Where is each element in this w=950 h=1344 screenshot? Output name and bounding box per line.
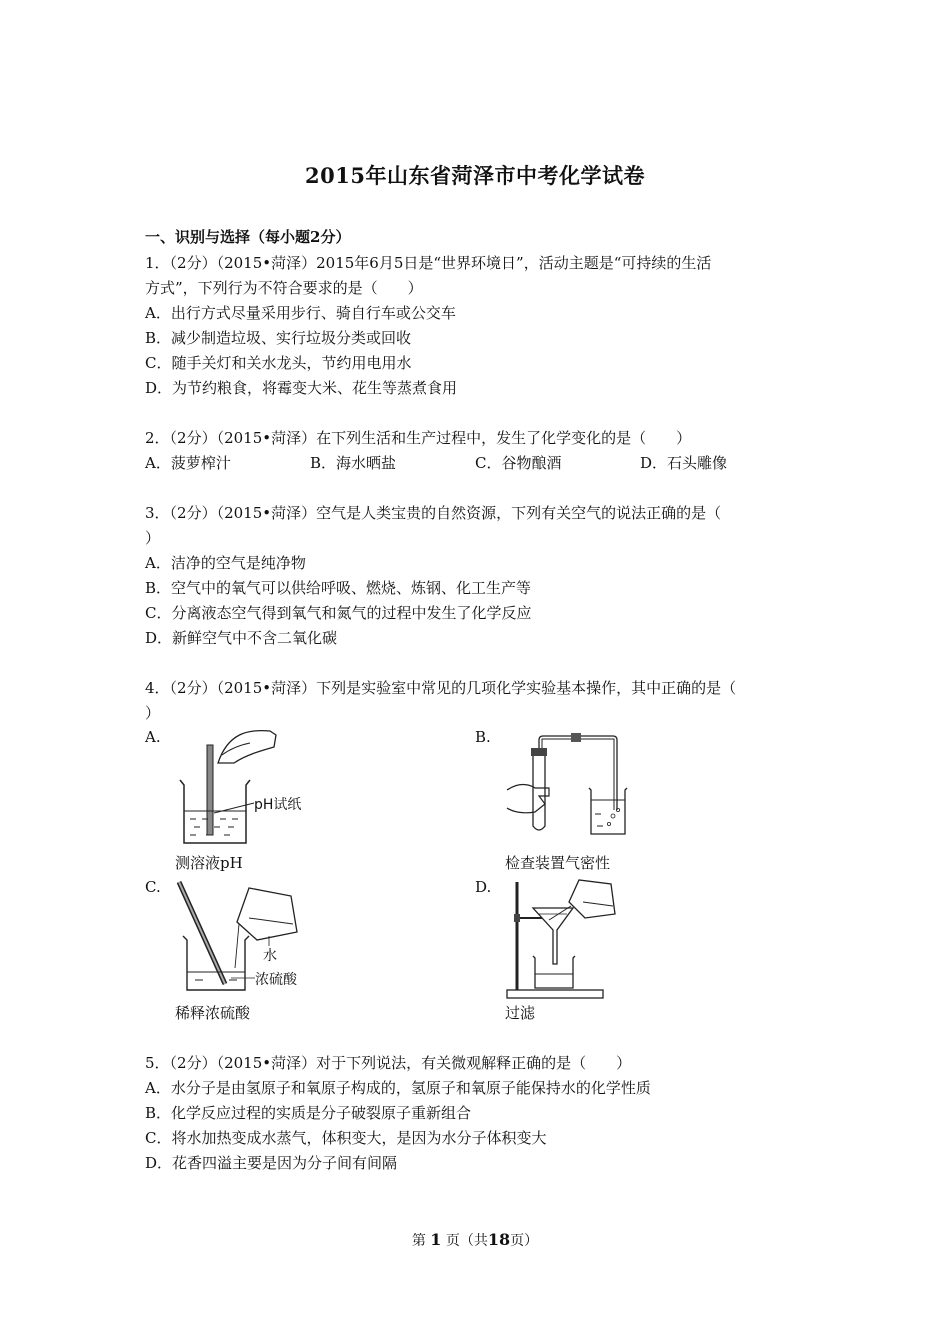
footer-suffix: 页） [510, 1233, 539, 1249]
q4-option-c-caption: 稀释浓硫酸 [175, 1004, 251, 1022]
q2-option-b: B．海水晒盐 [310, 454, 397, 472]
q1-option-a: A．出行方式尽量采用步行、骑自行车或公交车 [145, 304, 456, 322]
q5-option-d: D．花香四溢主要是因为分子间有间隔 [145, 1154, 398, 1172]
q3-option-c: C．分离液态空气得到氧气和氮气的过程中发生了化学反应 [145, 604, 532, 622]
figure-dilute-sulfuric-acid [175, 878, 325, 998]
q4-option-a-caption: 测溶液pH [175, 854, 243, 872]
q2-option-c: C．谷物酿酒 [475, 454, 562, 472]
q5-option-a: A．水分子是由氢原子和氧原子构成的，氢原子和氧原子能保持水的化学性质 [145, 1079, 651, 1097]
q1-stem-line1: 1．（2分）（2015•菏泽）2015年6月5日是“世界环境日”，活动主题是“可持续的生活 [145, 254, 712, 272]
q3-stem-line2: ） [145, 529, 161, 547]
q4-option-b-label: B. [475, 728, 491, 746]
q4-option-c-label: C. [145, 878, 161, 896]
footer-total-pages: 18 [487, 1230, 511, 1249]
q1-option-c: C．随手关灯和关水龙头，节约用电用水 [145, 354, 412, 372]
q4-option-d-caption: 过滤 [505, 1004, 536, 1022]
q2-option-d: D．石头雕像 [640, 454, 728, 472]
q1-option-d: D．为节约粮食，将霉变大米、花生等蒸煮食用 [145, 379, 458, 397]
q3-stem-line1: 3．（2分）（2015•菏泽）空气是人类宝贵的自然资源，下列有关空气的说法正确的是（ [145, 504, 722, 522]
footer-page-number: 1 [430, 1230, 442, 1249]
ph-paper-label: pH试纸 [254, 797, 302, 813]
section-heading: 一、识别与选择（每小题2分） [145, 228, 351, 246]
q1-option-b: B．减少制造垃圾、实行垃圾分类或回收 [145, 329, 412, 347]
figure-filtration [505, 876, 625, 1001]
q2-stem: 2．（2分）（2015•菏泽）在下列生活和生产过程中，发生了化学变化的是（ ） [145, 429, 692, 447]
page-title: 2015年山东省菏泽市中考化学试卷 [305, 163, 645, 188]
q3-option-b: B．空气中的氧气可以供给呼吸、燃烧、炼钢、化工生产等 [145, 579, 532, 597]
sulfuric-acid-label: 浓硫酸 [255, 972, 297, 988]
q5-option-c: C．将水加热变成水蒸气，体积变大，是因为水分子体积变大 [145, 1129, 547, 1147]
q1-stem-line2: 方式”，下列行为不符合要求的是（ ） [145, 279, 423, 297]
q3-option-d: D．新鲜空气中不含二氧化碳 [145, 629, 338, 647]
q4-option-b-caption: 检查装置气密性 [505, 854, 611, 872]
water-label: 水 [263, 948, 277, 964]
footer-mid: 页（共 [445, 1233, 488, 1249]
q4-option-d-label: D. [475, 878, 492, 896]
q4-stem-line2: ） [145, 704, 161, 722]
q5-option-b: B．化学反应过程的实质是分子破裂原子重新组合 [145, 1104, 472, 1122]
q5-stem: 5．（2分）（2015•菏泽）对于下列说法，有关微观解释正确的是（ ） [145, 1054, 632, 1072]
page-footer [0, 1230, 950, 1250]
figure-airtightness-check [505, 730, 635, 840]
q2-option-a: A．菠萝榨汁 [145, 454, 231, 472]
figure-measure-ph [170, 725, 320, 850]
footer-prefix: 第 [411, 1233, 426, 1249]
q3-option-a: A．洁净的空气是纯净物 [145, 554, 306, 572]
q4-option-a-label: A. [145, 728, 161, 746]
q4-stem-line1: 4．（2分）（2015•菏泽）下列是实验室中常见的几项化学实验基本操作，其中正确的是（ [145, 679, 737, 697]
